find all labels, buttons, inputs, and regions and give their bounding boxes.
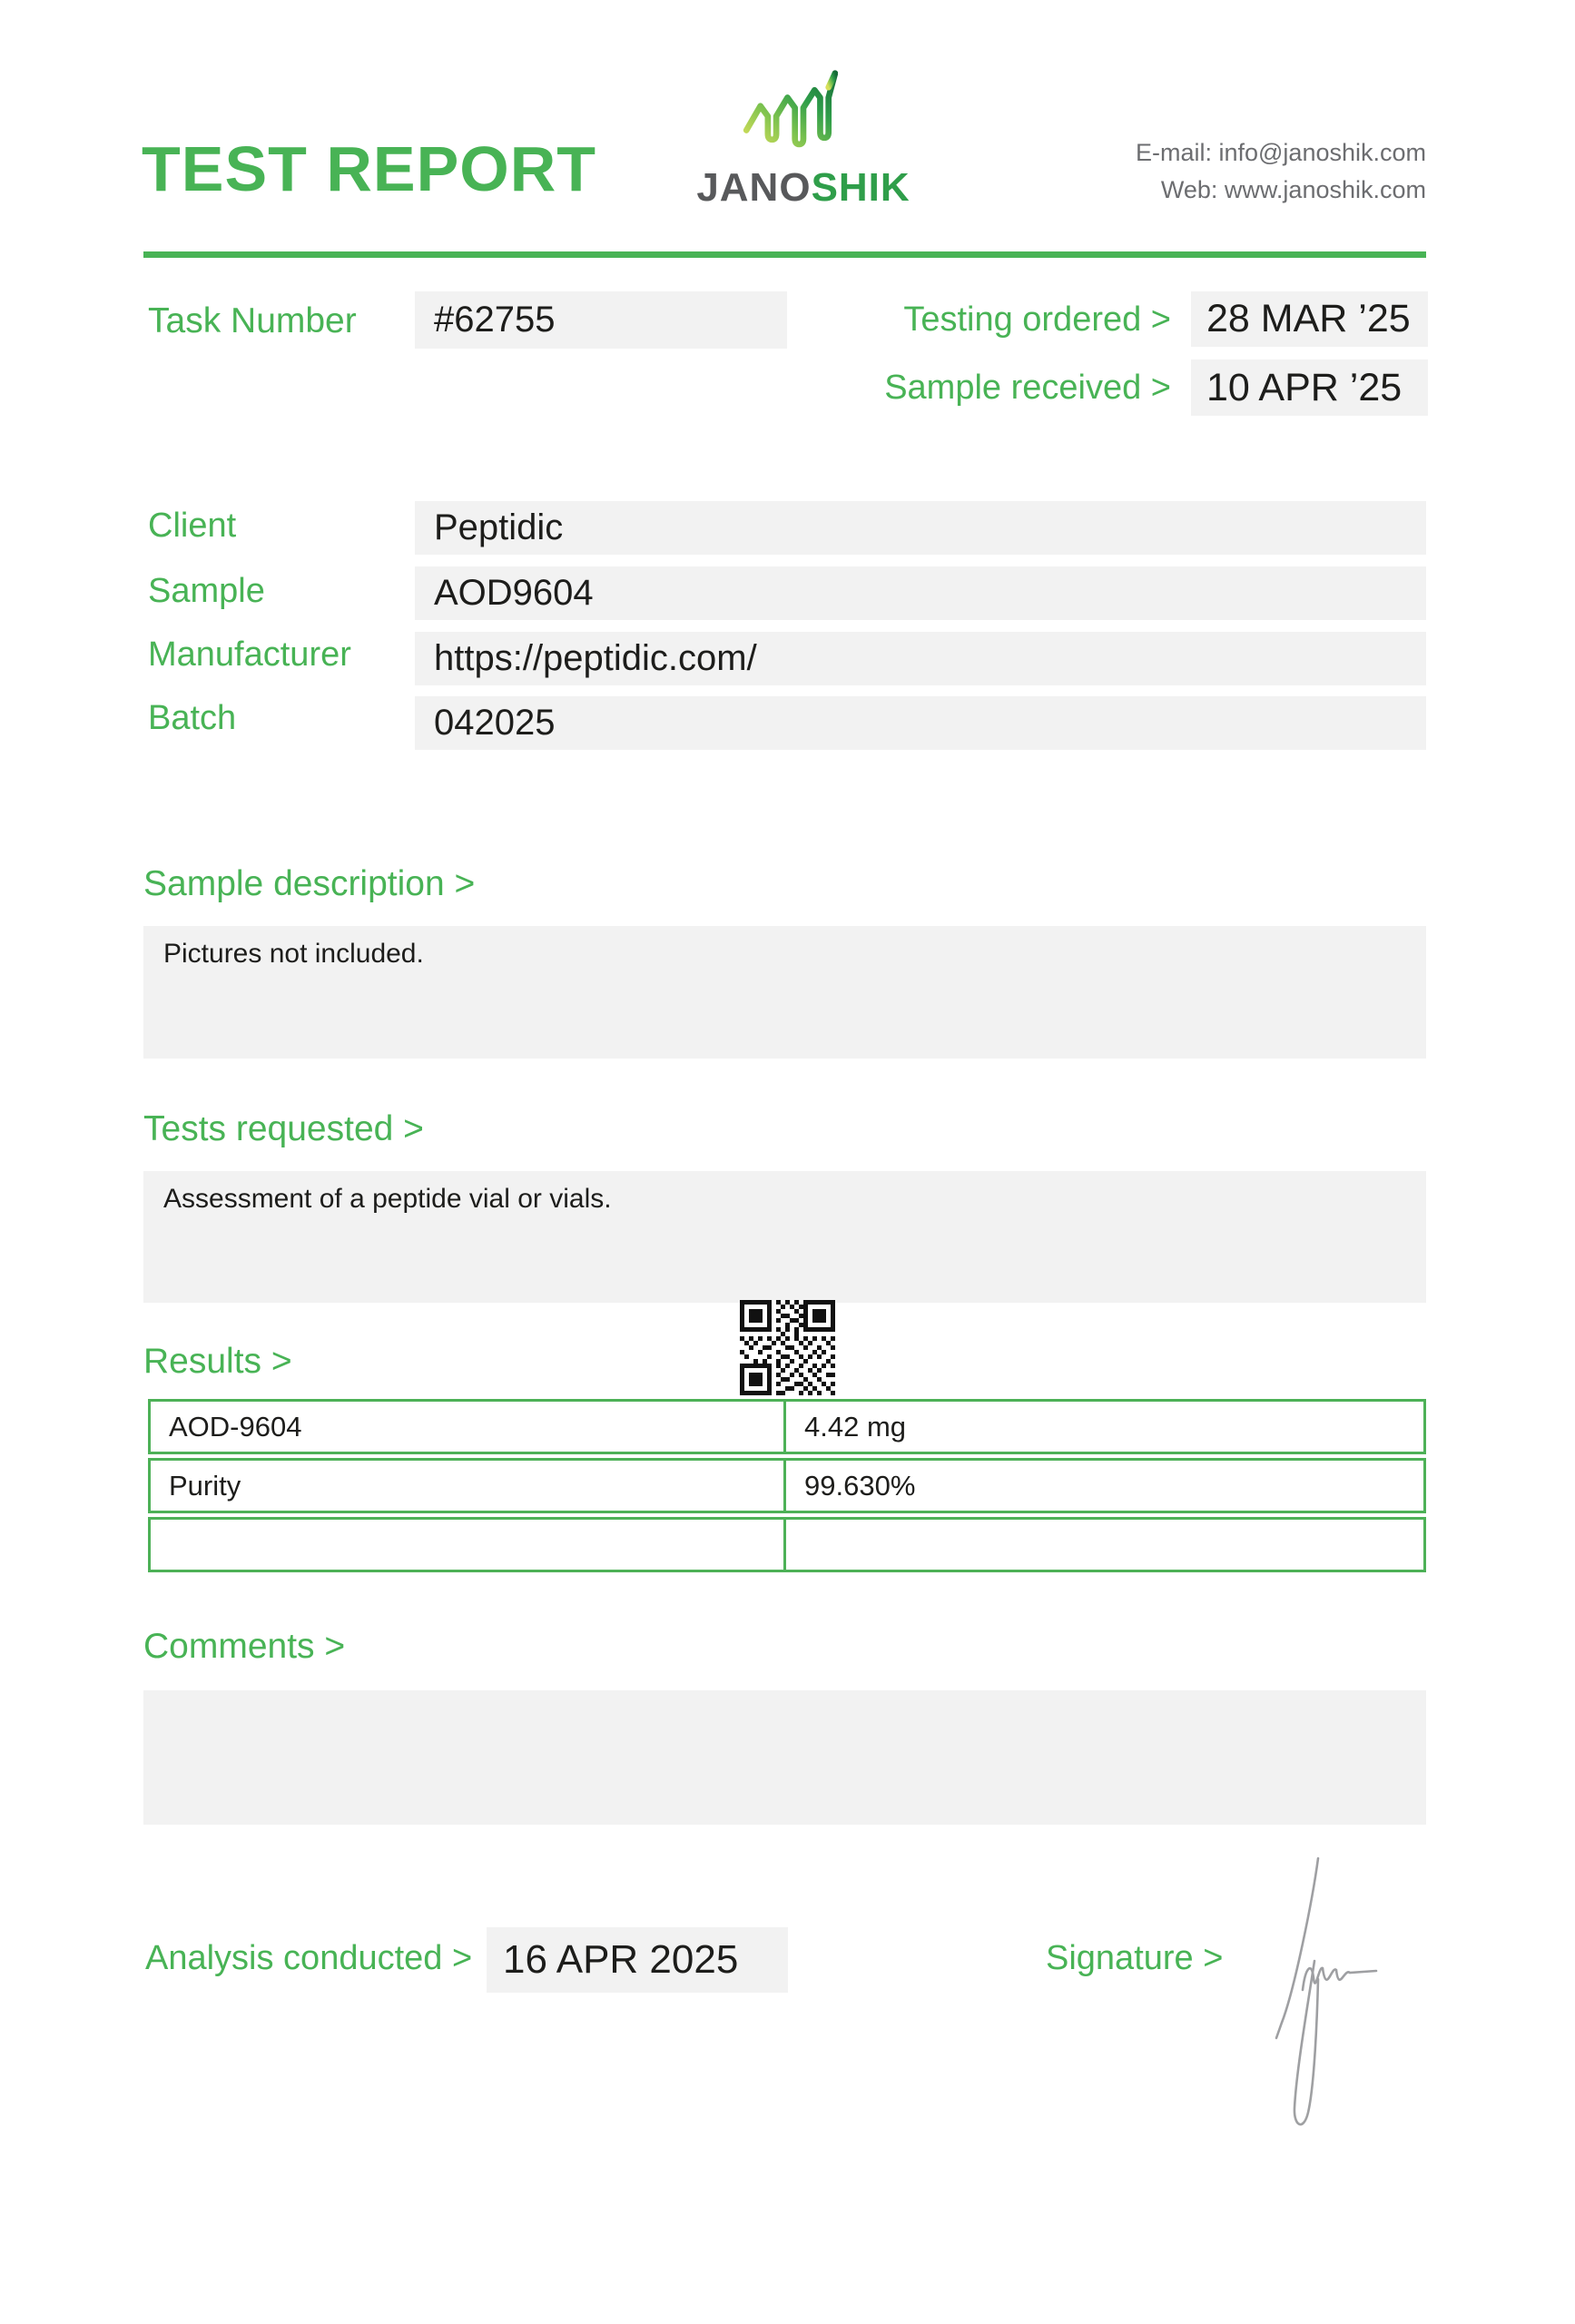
client-label: Client (148, 507, 237, 545)
comments-heading: Comments > (143, 1627, 346, 1666)
tests-requested-heading: Tests requested > (143, 1109, 424, 1148)
testing-ordered-value: 28 MAR ’25 (1191, 291, 1428, 347)
contact-email-line (1136, 134, 1426, 172)
result-name-cell (148, 1517, 786, 1572)
sample-description-heading: Sample description > (143, 864, 476, 903)
client-value: Peptidic (415, 501, 1426, 555)
header-divider (143, 251, 1426, 258)
sample-description-text: Pictures not included. (163, 939, 424, 969)
manufacturer-label: Manufacturer (148, 635, 351, 674)
batch-label: Batch (148, 699, 237, 737)
logo-wordmark (676, 165, 930, 211)
email-label: E-mail: (1135, 139, 1212, 166)
signature-scribble (1260, 1845, 1392, 2144)
web-value: www.janoshik.com (1224, 176, 1426, 203)
qr-finder-top-left (740, 1300, 772, 1332)
qr-code (740, 1300, 835, 1395)
result-value-cell (786, 1517, 1426, 1572)
qr-finder-bottom-left (740, 1364, 772, 1395)
sample-value: AOD9604 (415, 566, 1426, 620)
result-name-cell: Purity (148, 1458, 786, 1513)
results-table (148, 1399, 1426, 1576)
analysis-date-value: 16 APR 2025 (487, 1927, 788, 1993)
table-row (148, 1458, 1426, 1513)
page-title: TEST REPORT (142, 133, 597, 204)
task-number-label: Task Number (148, 301, 357, 340)
result-value-cell: 99.630% (786, 1458, 1426, 1513)
sample-received-value: 10 APR ’25 (1191, 359, 1428, 416)
sample-label: Sample (148, 572, 265, 610)
janoshik-logo (676, 64, 930, 213)
sample-received-label: Sample received > (884, 369, 1171, 407)
sample-description-box (143, 926, 1426, 1059)
table-row (148, 1399, 1426, 1454)
logo-word-dark: JANO (696, 165, 812, 210)
testing-ordered-label: Testing ordered > (903, 300, 1171, 339)
table-row (148, 1517, 1426, 1572)
contact-info (1136, 134, 1426, 209)
qr-modules (740, 1300, 744, 1305)
signature-label: Signature > (1046, 1939, 1224, 1977)
email-value: info@janoshik.com (1218, 139, 1426, 166)
task-number-value: #62755 (415, 291, 787, 349)
result-value-cell: 4.42 mg (786, 1399, 1426, 1454)
growth-chart-icon (740, 65, 838, 162)
analysis-conducted-label: Analysis conducted > (145, 1939, 473, 1977)
web-label: Web: (1160, 176, 1218, 203)
comments-box (143, 1690, 1426, 1825)
qr-finder-top-right (803, 1300, 835, 1332)
tests-requested-box (143, 1171, 1426, 1303)
manufacturer-value: https://peptidic.com/ (415, 632, 1426, 685)
logo-word-green: SHIK (811, 165, 911, 210)
contact-web-line (1136, 172, 1426, 209)
results-heading: Results > (143, 1342, 292, 1381)
result-name-cell: AOD-9604 (148, 1399, 786, 1454)
tests-requested-text: Assessment of a peptide vial or vials. (163, 1184, 612, 1214)
batch-value: 042025 (415, 696, 1426, 750)
